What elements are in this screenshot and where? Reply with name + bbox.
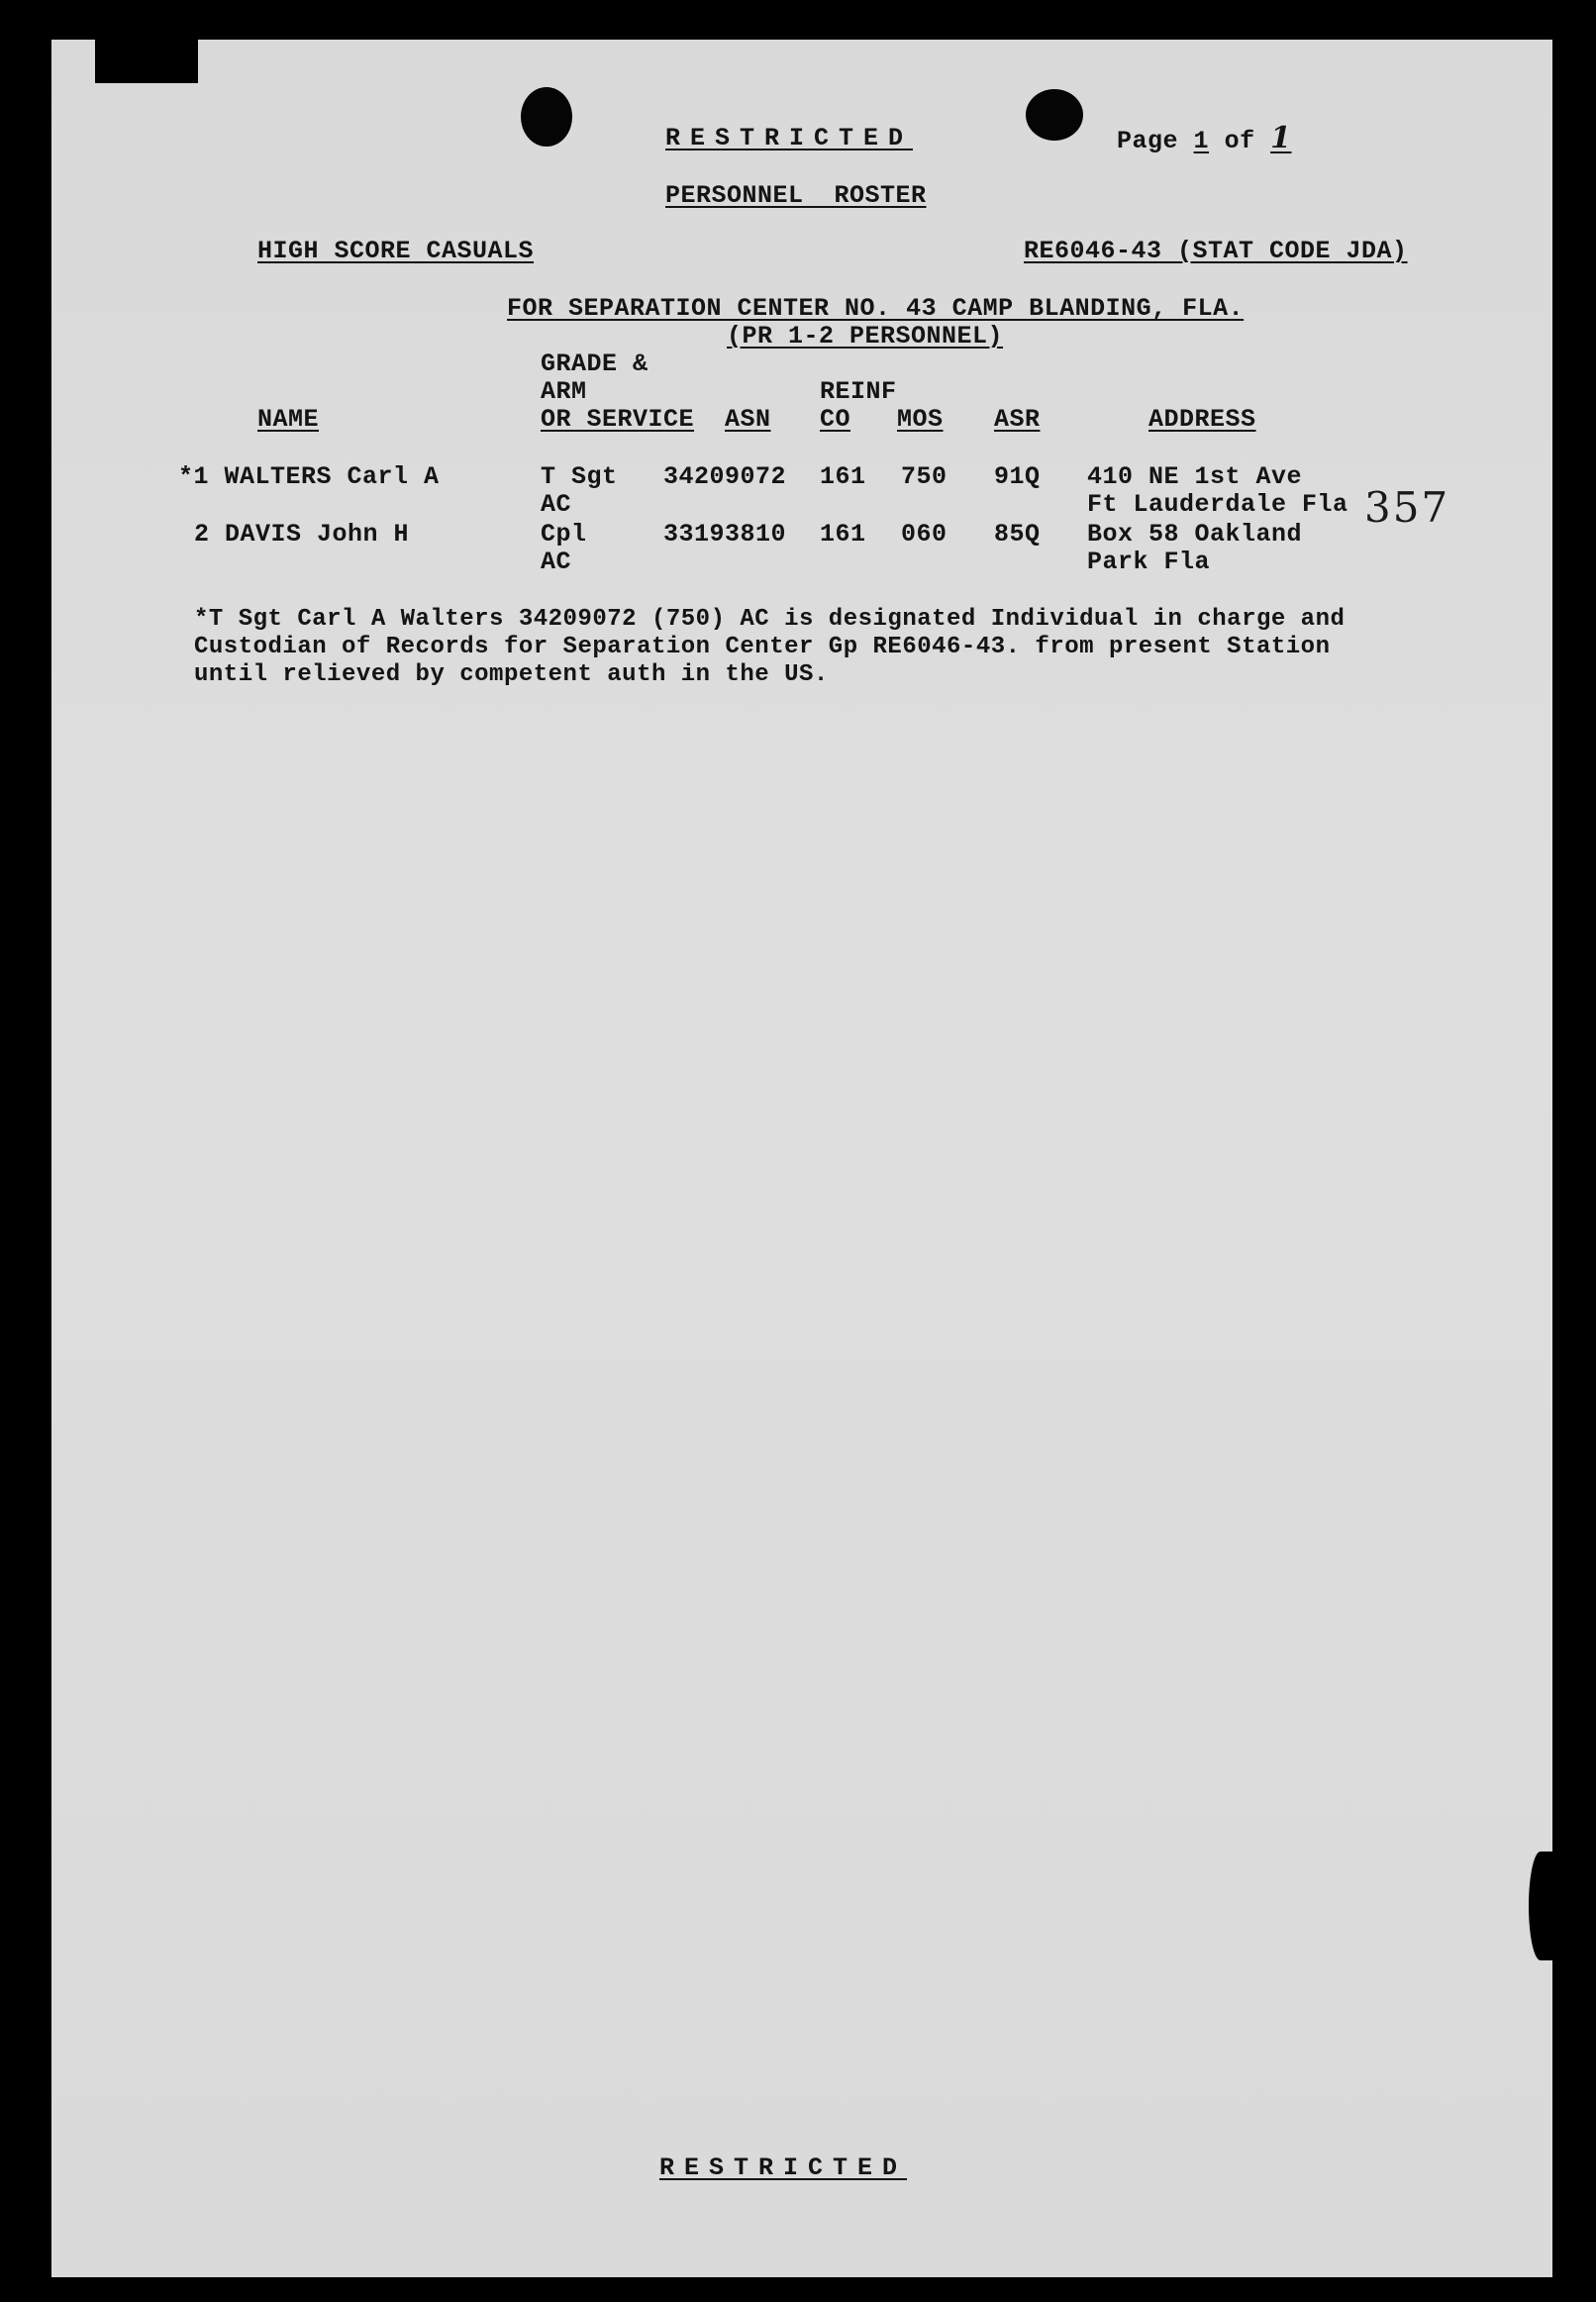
row-2-asn: 33193810 [663,520,787,549]
row-2-grade: Cpl [541,520,587,549]
header-grade-line2: ARM [541,377,587,406]
destination-line: FOR SEPARATION CENTER NO. 43 CAMP BLANDING, FLA. [507,294,1245,323]
row-2-arm: AC [541,548,572,576]
note-line-3: until relieved by competent auth in the US. [194,661,829,688]
group-code: RE6046-43 (STAT CODE JDA) [1024,237,1408,265]
page-indicator [1117,121,1292,155]
page-label: Page [1117,127,1179,155]
document-page [51,40,1552,2277]
header-grade-line1: GRADE & [541,350,648,378]
row-1-arm: AC [541,490,572,519]
roster-title: PERSONNEL ROSTER [665,181,927,210]
classification-header: RESTRICTED [665,124,914,152]
header-name: NAME [257,405,320,434]
row-2-address-line2: Park Fla [1087,548,1211,576]
row-1-asr: 91Q [994,462,1041,491]
row-1-mos: 750 [901,462,948,491]
note-line-1: *T Sgt Carl A Walters 34209072 (750) AC is designated Individual in charge and [194,606,1346,633]
scan-edge-artifact [95,40,198,83]
header-mos: MOS [897,405,944,434]
stamp-number: 357 [1364,483,1450,532]
row-2-reinf-co: 161 [820,520,866,549]
row-1-reinf-co: 161 [820,462,866,491]
row-1-grade: T Sgt [541,462,618,491]
row-1-asn: 34209072 [663,462,787,491]
row-2-name: 2 DAVIS John H [194,520,410,549]
scan-edge-artifact [1529,1852,1552,1960]
classification-footer: RESTRICTED [659,2153,908,2182]
note-line-2: Custodian of Records for Separation Center Gp RE6046-43. from present Station [194,634,1331,660]
page-of-label: of [1224,127,1255,155]
header-address: ADDRESS [1148,405,1256,434]
row-2-address-line1: Box 58 Oakland [1087,520,1303,549]
page-number: 1 [1193,127,1210,155]
header-asn: ASN [725,405,771,434]
row-2-asr: 85Q [994,520,1041,549]
page-total: 1 [1270,121,1292,155]
row-2-mos: 060 [901,520,948,549]
header-reinf-co: CO [820,405,851,434]
punch-hole [1026,89,1083,141]
row-1-name: *1 WALTERS Carl A [178,462,440,491]
row-1-address-line1: 410 NE 1st Ave [1087,462,1303,491]
header-asr: ASR [994,405,1041,434]
group-name: HIGH SCORE CASUALS [257,237,535,265]
punch-hole [521,87,572,147]
row-1-address-line2: Ft Lauderdale Fla [1087,490,1348,519]
header-reinf-line1: REINF [820,377,897,406]
destination-subline: (PR 1-2 PERSONNEL) [727,322,1004,350]
header-grade-line3: OR SERVICE [541,405,695,434]
